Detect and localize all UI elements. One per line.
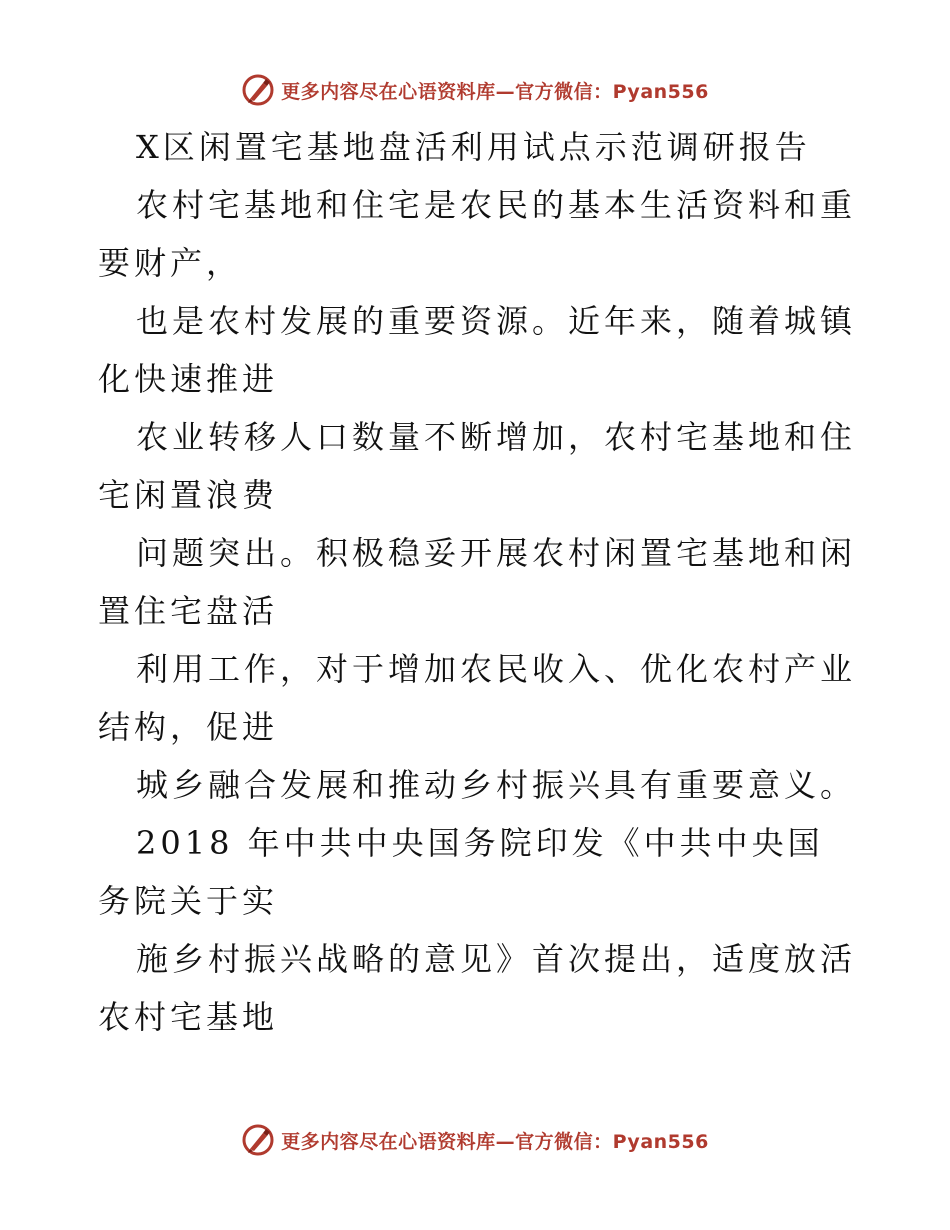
- paragraph: 2018 年中共中央国务院印发《中共中央国务院关于实: [98, 824, 824, 920]
- pen-logo-icon: [241, 73, 275, 107]
- paragraph: 也是农村发展的重要资源。近年来，随着城镇化快速推进: [98, 302, 857, 398]
- paragraph: 利用工作，对于增加农民收入、优化农村产业结构，促进: [98, 650, 857, 746]
- document-body: [98, 118, 858, 1046]
- paragraph: 城乡融合发展和推动乡村振兴具有重要意义。: [136, 766, 857, 804]
- pen-logo-icon: [241, 1123, 275, 1157]
- watermark-text: 更多内容尽在心语资料库—官方微信：Pyan556: [281, 1130, 709, 1153]
- paragraph: 农村宅基地和住宅是农民的基本生活资料和重要财产，: [98, 186, 857, 282]
- watermark-text: 更多内容尽在心语资料库—官方微信：Pyan556: [281, 80, 709, 103]
- footer-watermark: [0, 1120, 950, 1160]
- header-watermark: [0, 70, 950, 110]
- paragraph: 问题突出。积极稳妥开展农村闲置宅基地和闲置住宅盘活: [98, 534, 857, 630]
- paragraph: 农业转移人口数量不断增加，农村宅基地和住宅闲置浪费: [98, 418, 857, 514]
- paragraph: 施乡村振兴战略的意见》首次提出，适度放活农村宅基地: [98, 940, 857, 1036]
- document-title: X区闲置宅基地盘活利用试点示范调研报告: [136, 128, 811, 166]
